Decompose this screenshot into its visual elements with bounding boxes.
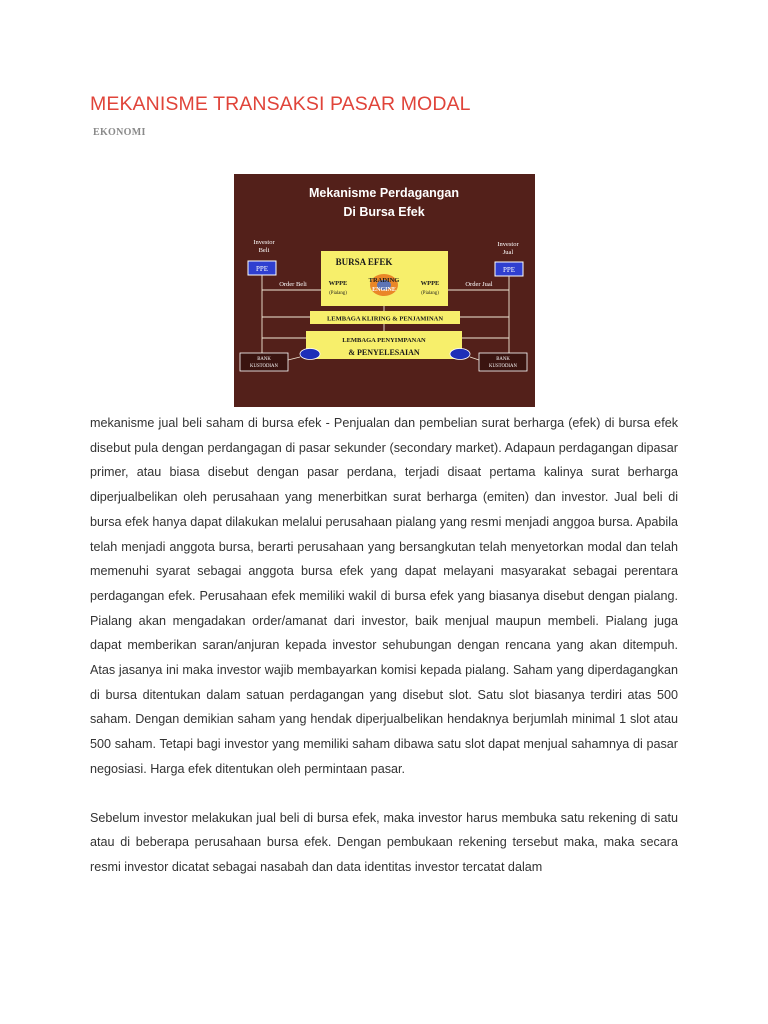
bursa-efek-label: BURSA EFEK: [335, 257, 393, 267]
ppe-label-right: PPE: [502, 266, 516, 274]
order-jual-label: Order Jual: [465, 281, 493, 288]
investor-beli-label-2: Beli: [258, 247, 270, 254]
wppe-left-label: WPPE: [328, 280, 348, 287]
order-beli-label: Order Beli: [279, 281, 307, 288]
oval-right: [450, 349, 470, 360]
bank-kustodian-right-label-1: BANK: [496, 357, 510, 362]
lembaga-kliring-label: LEMBAGA KLIRING & PENJAMINAN: [326, 315, 444, 323]
investor-beli-label-1: Investor: [253, 239, 275, 246]
page-title: MEKANISME TRANSAKSI PASAR MODAL: [90, 93, 471, 115]
ppe-label-left: PPE: [255, 265, 269, 273]
bank-kustodian-right-label-2: KUSTODIAN: [489, 364, 517, 369]
article-paragraph: mekanisme jual beli saham di bursa efek - Penjualan dan pembelian surat berharga (efek) di bursa efek disebut pula dengan perdangagan di pasar sekunder (secondary market). Adapaun perdagangan dipasar primer, atau biasa disebut dengan pasar perdana, terjadi disaat pertama kalinya surat berharga diperjualbelikan oleh perusahaan yang menerbitkan surat berharga (emiten) dan investor. Jual beli di bursa efek hanya dapat dilakukan melalui perusahaan pialang yang resmi menjadi anggoa bursa. Apabila telah menjadi anggota bursa, berarti perusahaan yang bersangkutan telah menyetorkan modal dan telah memenuhi syarat sebagai anggota bursa efek yang dapat melayani masyarakat sebagai perentara perdagangan efek. Perusahaan efek memiliki wakil di bursa efek yang biasanya disebut dengan pialang. Pialang akan mengadakan order/amanat dari investor, baik menjual maupun membeli. Pialang juga dapat memberikan saran/anjuran kepada investor sehubungan dengan rencana yang akan ditempuh. Atas jasanya ini maka investor wajib membayarkan komisi kepada pialang. Saham yang diperdagangkan di bursa ditentukan dalam satuan perdagangan yang disebut slot. Satu slot biasanya terdiri atas 500 saham. Dengan demikian saham yang hendak diperjualbelikan hendaknya berjumlah minimal 1 slot atau 500 saham. Tetapi bagi investor yang memiliki saham dibawa satu slot dapat menjual sahamnya di pasar negosiasi. Harga efek ditentukan oleh permintaan pasar.: [90, 416, 678, 776]
article-body: [90, 411, 678, 880]
trading-engine-label-2: ENGINE: [372, 287, 396, 293]
investor-jual-label-1: Investor: [497, 241, 519, 248]
diagram-svg: [234, 174, 535, 407]
article-paragraph: Sebelum investor melakukan jual beli di bursa efek, maka investor harus membuka satu rekening di satu atau di beberapa perusahaan bursa efek. Dengan pembukaan rekening tersebut maka, maka secara resmi investor dicatat sebagai nasabah dan data identitas investor tercatat dalam: [90, 810, 678, 874]
pialang-left-label: (Pialang): [329, 291, 347, 296]
trading-engine-label-1: TRADING: [368, 277, 400, 284]
investor-jual-label-2: Jual: [502, 249, 514, 256]
bank-kustodian-left-label-2: KUSTODIAN: [250, 364, 278, 369]
wppe-right-label: WPPE: [420, 280, 440, 287]
diagram-title-line1: Mekanisme Perdagangan: [308, 186, 460, 200]
category-label[interactable]: EKONOMI: [93, 127, 146, 138]
trading-mechanism-diagram: [234, 174, 535, 407]
oval-left: [300, 349, 320, 360]
pialang-right-label: (Pialang): [421, 291, 439, 296]
lembaga-penyimpanan-label-2: & PENYELESAIAN: [348, 348, 420, 357]
bank-kustodian-left-label-1: BANK: [257, 357, 271, 362]
diagram-title-line2: Di Bursa Efek: [343, 205, 425, 219]
lembaga-penyimpanan-label-1: LEMBAGA PENYIMPANAN: [342, 337, 426, 344]
